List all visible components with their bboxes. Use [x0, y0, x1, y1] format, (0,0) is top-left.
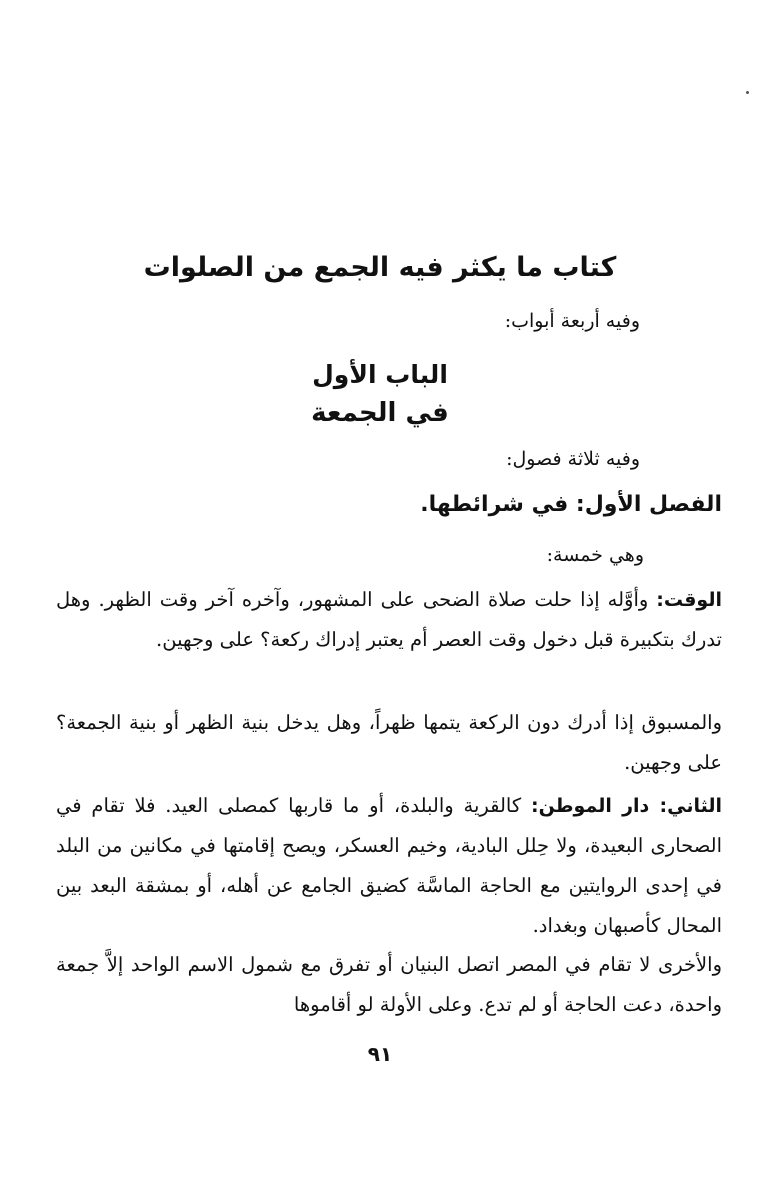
- page-number: ٩١: [367, 1042, 393, 1066]
- book-title: كتاب ما يكثر فيه الجمع من الصلوات: [143, 252, 617, 283]
- paragraph-text: وأوَّله إذا حلت صلاة الضحى على المشهور، وآخره آخر وقت الظهر. وهل تدرك بتكبيرة قبل دخول وقت العصر أم يعتبر إدراك ركعة؟ على وجهين.: [56, 588, 722, 651]
- chapter-subject: في الجمعة: [311, 398, 449, 428]
- margin-mark: [746, 91, 749, 94]
- paragraph-other-narration: والأخرى لا تقام في المصر اتصل البنيان أو تفرق مع شمول الاسم الواحد إلاَّ جمعة واحدة، دعت الحاجة أو لم تدع. وعلى الأولة لو أقاموها: [56, 953, 722, 1016]
- chapter-title: الباب الأول: [312, 360, 448, 389]
- paragraph-time: [56, 580, 722, 660]
- paragraph-lead: الثاني: دار الموطن:: [530, 795, 722, 817]
- paragraph-latecomer: والمسبوق إذا أدرك دون الركعة يتمها ظهراً، وهل يدخل بنية الظهر أو بنية الجمعة؟ على وجهين.: [56, 711, 722, 774]
- paragraph-lead: الوقت:: [656, 589, 722, 611]
- chapters-intro: وفيه أربعة أبواب:: [504, 310, 640, 332]
- paragraph-residence: [56, 786, 722, 946]
- sections-intro: وفيه ثلاثة فصول:: [506, 448, 640, 470]
- section-heading: الفصل الأول: في شرائطها.: [420, 492, 722, 517]
- paragraph-text: كالقرية والبلدة، أو ما قاربها كمصلى العيد. فلا تقام في الصحارى البعيدة، ولا حِلل البادية، وخيم العسكر، ويصح إقامتها في مكانين من البلد في إحدى الروايتين مع الحاجة الماسَّة كضيق الجامع عن أهله، أو بمشقة البعد بين المحال كأصبهان وبغداد.: [56, 794, 722, 937]
- conditions-intro: وهي خمسة:: [546, 544, 644, 566]
